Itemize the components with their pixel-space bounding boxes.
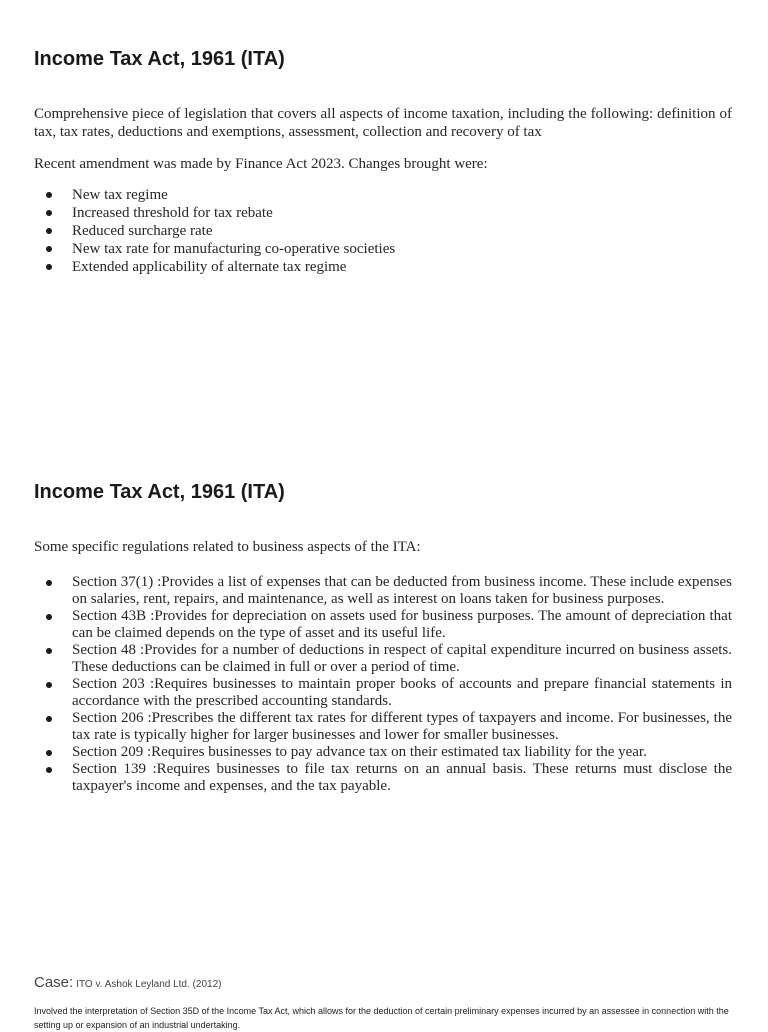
slide2-intro: Some specific regulations related to business aspects of the ITA: [34,539,421,555]
list-item: Section 43B :Provides for depreciation on assets used for business purposes. The amount of depreciation that can be claimed depends on the type of asset and its useful life. [34,608,732,642]
list-item: Reduced surcharge rate [34,222,732,240]
list-item: Section 48 :Provides for a number of deductions in respect of capital expenditure incurred on business assets. These deductions can be claimed in full or over a period of time. [34,642,732,676]
slide1-intro: Comprehensive piece of legislation that covers all aspects of income taxation, including the following: definition of tax, tax rates, deductions and exemptions, assessment, collection and recovery of tax [34,106,732,140]
list-item: New tax rate for manufacturing co-operative societies [34,240,732,258]
sections-list [34,574,732,795]
list-item: Extended applicability of alternate tax regime [34,258,732,276]
case-label: Case: [34,974,74,991]
list-item: Section 209 :Requires businesses to pay advance tax on their estimated tax liability for the year. [34,744,732,761]
case-heading [34,974,221,992]
case-reference: ITO v. Ashok Leyland Ltd. (2012) [76,979,222,990]
case-body: Involved the interpretation of Section 35D of the Income Tax Act, which allows for the deduction of certain preliminary expenses incurred by an assessee in connection with the setting up or expansion of an industrial undertaking. [34,1006,729,1030]
list-item: Section 206 :Prescribes the different tax rates for different types of taxpayers and income. For businesses, the tax rate is typically higher for larger businesses and lower for smaller businesses. [34,710,732,744]
changes-list [34,186,732,276]
list-item: Section 139 :Requires businesses to file tax returns on an annual basis. These returns must disclose the taxpayer's income and expenses, and the tax payable. [34,761,732,795]
list-item: Section 203 :Requires businesses to maintain proper books of accounts and prepare financial statements in accordance with the prescribed accounting standards. [34,676,732,710]
list-item: Increased threshold for tax rebate [34,204,732,222]
list-item: New tax regime [34,186,732,204]
slide1-title: Income Tax Act, 1961 (ITA) [34,48,285,70]
slide1-amendment: Recent amendment was made by Finance Act 2023. Changes brought were: [34,156,488,172]
list-item: Section 37(1) :Provides a list of expenses that can be deducted from business income. These include expenses on salaries, rent, repairs, and maintenance, as well as interest on loans taken for business purposes. [34,574,732,608]
slide2-title: Income Tax Act, 1961 (ITA) [34,481,285,503]
